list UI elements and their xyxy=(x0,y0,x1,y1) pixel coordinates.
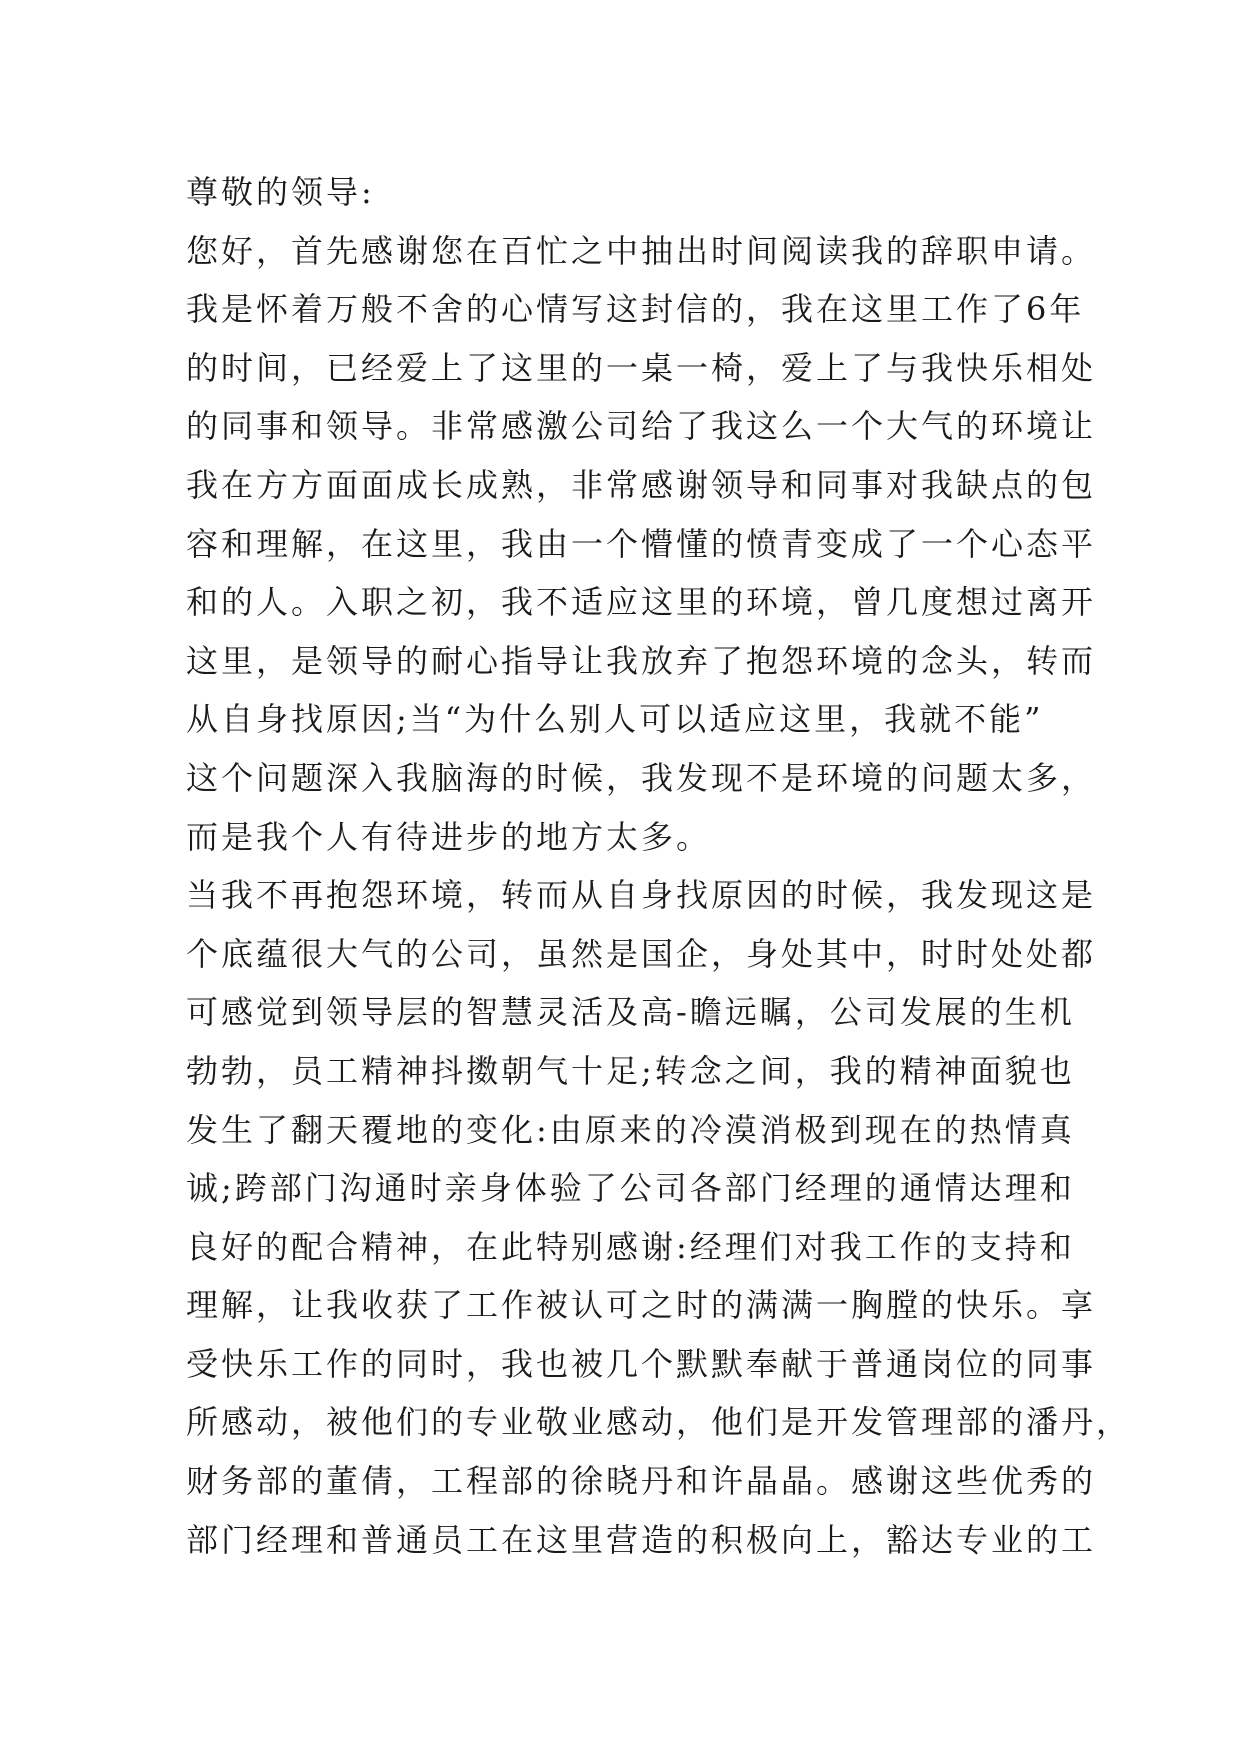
text-line: 个底蕴很大气的公司，虽然是国企，身处其中，时时处处都 xyxy=(186,934,1097,973)
text-line: 所感动，被他们的专业敬业感动，他们是开发管理部的潘丹， xyxy=(186,1403,1132,1442)
text-line: 受快乐工作的同时，我也被几个默默奉献于普通岗位的同事 xyxy=(186,1344,1097,1383)
text-line: 我是怀着万般不舍的心情写这封信的，我在这里工作了6年 xyxy=(186,290,1085,329)
text-line: 诚;跨部门沟通时亲身体验了公司各部门经理的通情达理和 xyxy=(186,1169,1075,1208)
text-line: 财务部的董倩，工程部的徐晓丹和许晶晶。感谢这些优秀的 xyxy=(186,1462,1097,1501)
text-line: 当我不再抱怨环境，转而从自身找原因的时候，我发现这是 xyxy=(186,876,1097,915)
text-line: 勃勃，员工精神抖擞朝气十足;转念之间，我的精神面貌也 xyxy=(186,1051,1075,1090)
salutation-line: 尊敬的领导: xyxy=(186,173,375,211)
text-line: 可感觉到领导层的智慧灵活及高-瞻远瞩，公司发展的生机 xyxy=(186,993,1075,1032)
text-line: 这个问题深入我脑海的时候，我发现不是环境的问题太多， xyxy=(186,758,1097,797)
text-line: 容和理解，在这里，我由一个懵懂的愤青变成了一个心态平 xyxy=(186,524,1097,563)
text-line: 良好的配合精神，在此特别感谢:经理们对我工作的支持和 xyxy=(186,1227,1075,1266)
text-line: 我在方方面面成长成熟，非常感谢领导和同事对我缺点的包 xyxy=(186,465,1097,504)
text-line: 的时间，已经爱上了这里的一桌一椅，爱上了与我快乐相处 xyxy=(186,348,1097,387)
text-line: 和的人。入职之初，我不适应这里的环境，曾几度想过离开 xyxy=(186,583,1097,622)
text-line: 部门经理和普通员工在这里营造的积极向上，豁达专业的工 xyxy=(186,1520,1097,1559)
text-line: 而是我个人有待进步的地方太多。 xyxy=(186,817,712,856)
text-line: 的同事和领导。非常感激公司给了我这么一个大气的环境让 xyxy=(186,407,1097,446)
letter-body xyxy=(186,163,1132,1569)
text-line: 发生了翻天覆地的变化:由原来的冷漠消极到现在的热情真 xyxy=(186,1110,1075,1149)
text-line: 这里，是领导的耐心指导让我放弃了抱怨环境的念头，转而 xyxy=(186,641,1097,680)
text-line: 您好，首先感谢您在百忙之中抽出时间阅读我的辞职申请。 xyxy=(186,231,1097,270)
text-line: 理解，让我收获了工作被认可之时的满满一胸膛的快乐。享 xyxy=(186,1286,1097,1325)
text-line: 从自身找原因;当“为什么别人可以适应这里，我就不能” xyxy=(186,700,1044,739)
